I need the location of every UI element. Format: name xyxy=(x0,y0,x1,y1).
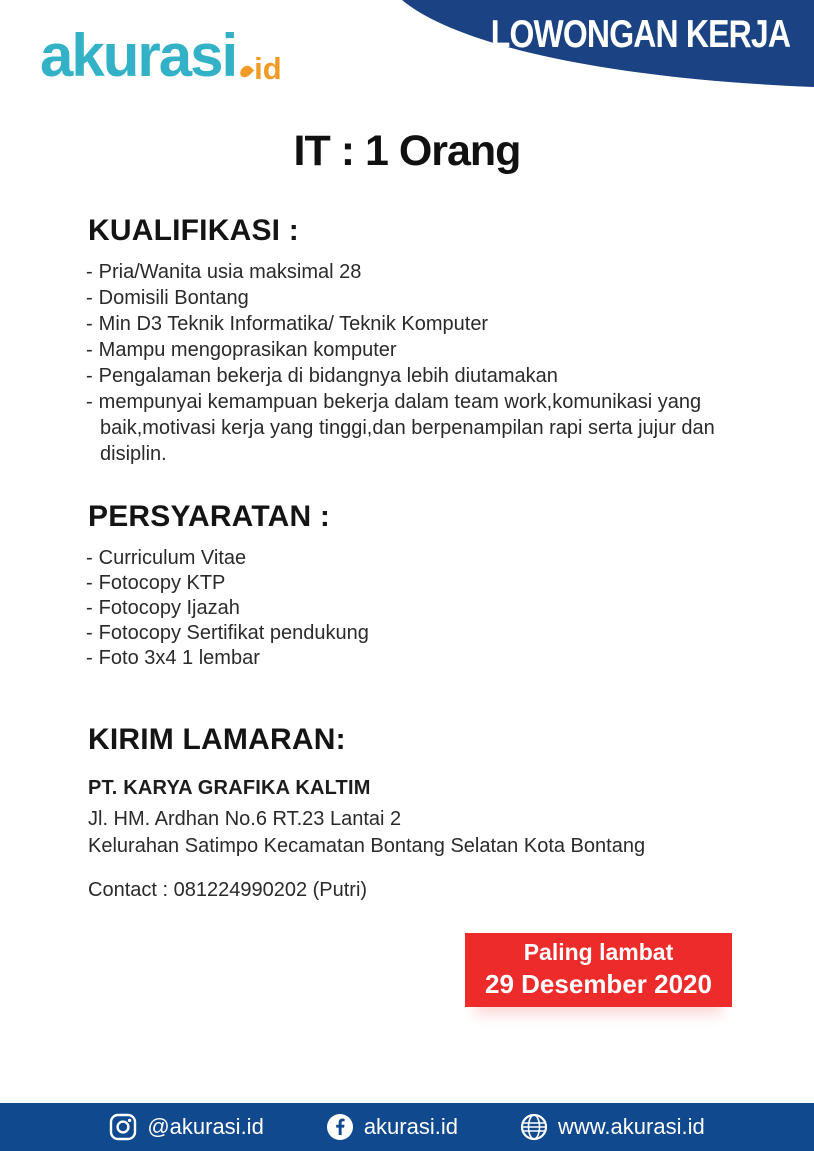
website-url: www.akurasi.id xyxy=(557,1114,705,1139)
kualifikasi-list xyxy=(86,259,736,467)
address-line-2: Kelurahan Satimpo Kecamatan Bontang Selatan Kota Bontang xyxy=(88,835,646,857)
list-item xyxy=(86,646,736,671)
akurasi-logo xyxy=(40,22,282,89)
bullet-dash: - xyxy=(86,339,93,361)
list-item-text: Fotocopy Sertifikat pendukung xyxy=(98,622,369,644)
list-item-text: Foto 3x4 1 lembar xyxy=(98,647,260,669)
logo-wordmark: akurasi xyxy=(40,22,237,89)
deadline-date: 29 Desember 2020 xyxy=(485,969,712,1000)
instagram-link[interactable] xyxy=(109,1113,264,1141)
list-item-text: mempunyai kemampuan bekerja dalam team work,komunikasi yang baik,motivasi kerja yang tinggi,dan berpenampilan rapi serta jujur dan disiplin. xyxy=(98,391,715,465)
company-address xyxy=(88,806,645,860)
list-item xyxy=(86,571,736,596)
bullet-dash: - xyxy=(86,572,93,594)
list-item xyxy=(86,285,736,311)
contact-info: Contact : 081224990202 (Putri) xyxy=(88,879,368,901)
list-item xyxy=(86,546,736,571)
deadline-label: Paling lambat xyxy=(523,939,674,966)
list-item xyxy=(86,363,736,389)
list-item xyxy=(86,389,736,467)
footer-bar xyxy=(0,1103,814,1151)
bullet-dash: - xyxy=(86,597,93,619)
list-item xyxy=(86,337,736,363)
instagram-icon xyxy=(109,1113,137,1141)
list-item xyxy=(86,311,736,337)
website-link[interactable] xyxy=(520,1113,705,1141)
list-item xyxy=(86,596,736,621)
list-item-text: Fotocopy Ijazah xyxy=(98,597,240,619)
bullet-dash: - xyxy=(86,647,93,669)
instagram-handle: @akurasi.id xyxy=(147,1114,264,1139)
persyaratan-list xyxy=(86,546,736,671)
list-item-text: Pria/Wanita usia maksimal 28 xyxy=(98,261,362,283)
facebook-link[interactable] xyxy=(326,1113,458,1141)
list-item-text: Min D3 Teknik Informatika/ Teknik Komputer xyxy=(98,313,489,335)
bullet-dash: - xyxy=(86,622,93,644)
header-banner xyxy=(372,0,814,100)
list-item xyxy=(86,621,736,646)
bullet-dash: - xyxy=(86,365,93,387)
persyaratan-heading: PERSYARATAN : xyxy=(88,500,331,533)
logo-comma-icon xyxy=(238,63,254,79)
globe-icon xyxy=(520,1113,548,1141)
list-item-text: Domisili Bontang xyxy=(98,287,249,309)
logo-suffix: id xyxy=(254,51,282,86)
kualifikasi-heading: KUALIFIKASI : xyxy=(88,214,299,247)
facebook-icon xyxy=(326,1113,354,1141)
bullet-dash: - xyxy=(86,287,93,309)
list-item-text: Fotocopy KTP xyxy=(98,572,226,594)
bullet-dash: - xyxy=(86,547,93,569)
list-item-text: Curriculum Vitae xyxy=(98,547,247,569)
bullet-dash: - xyxy=(86,261,93,283)
company-name: PT. KARYA GRAFIKA KALTIM xyxy=(88,777,371,799)
bullet-dash: - xyxy=(86,391,93,413)
list-item-text: Mampu mengoprasikan komputer xyxy=(98,339,397,361)
facebook-handle: akurasi.id xyxy=(363,1114,458,1139)
kirim-lamaran-heading: KIRIM LAMARAN: xyxy=(88,723,346,756)
deadline-badge xyxy=(465,933,732,1007)
bullet-dash: - xyxy=(86,313,93,335)
list-item-text: Pengalaman bekerja di bidangnya lebih diutamakan xyxy=(98,365,558,387)
page-title: IT : 1 Orang xyxy=(293,127,521,175)
address-line-1: Jl. HM. Ardhan No.6 RT.23 Lantai 2 xyxy=(88,808,402,830)
banner-title: LOWONGAN KERJA xyxy=(490,13,790,56)
list-item xyxy=(86,259,736,285)
